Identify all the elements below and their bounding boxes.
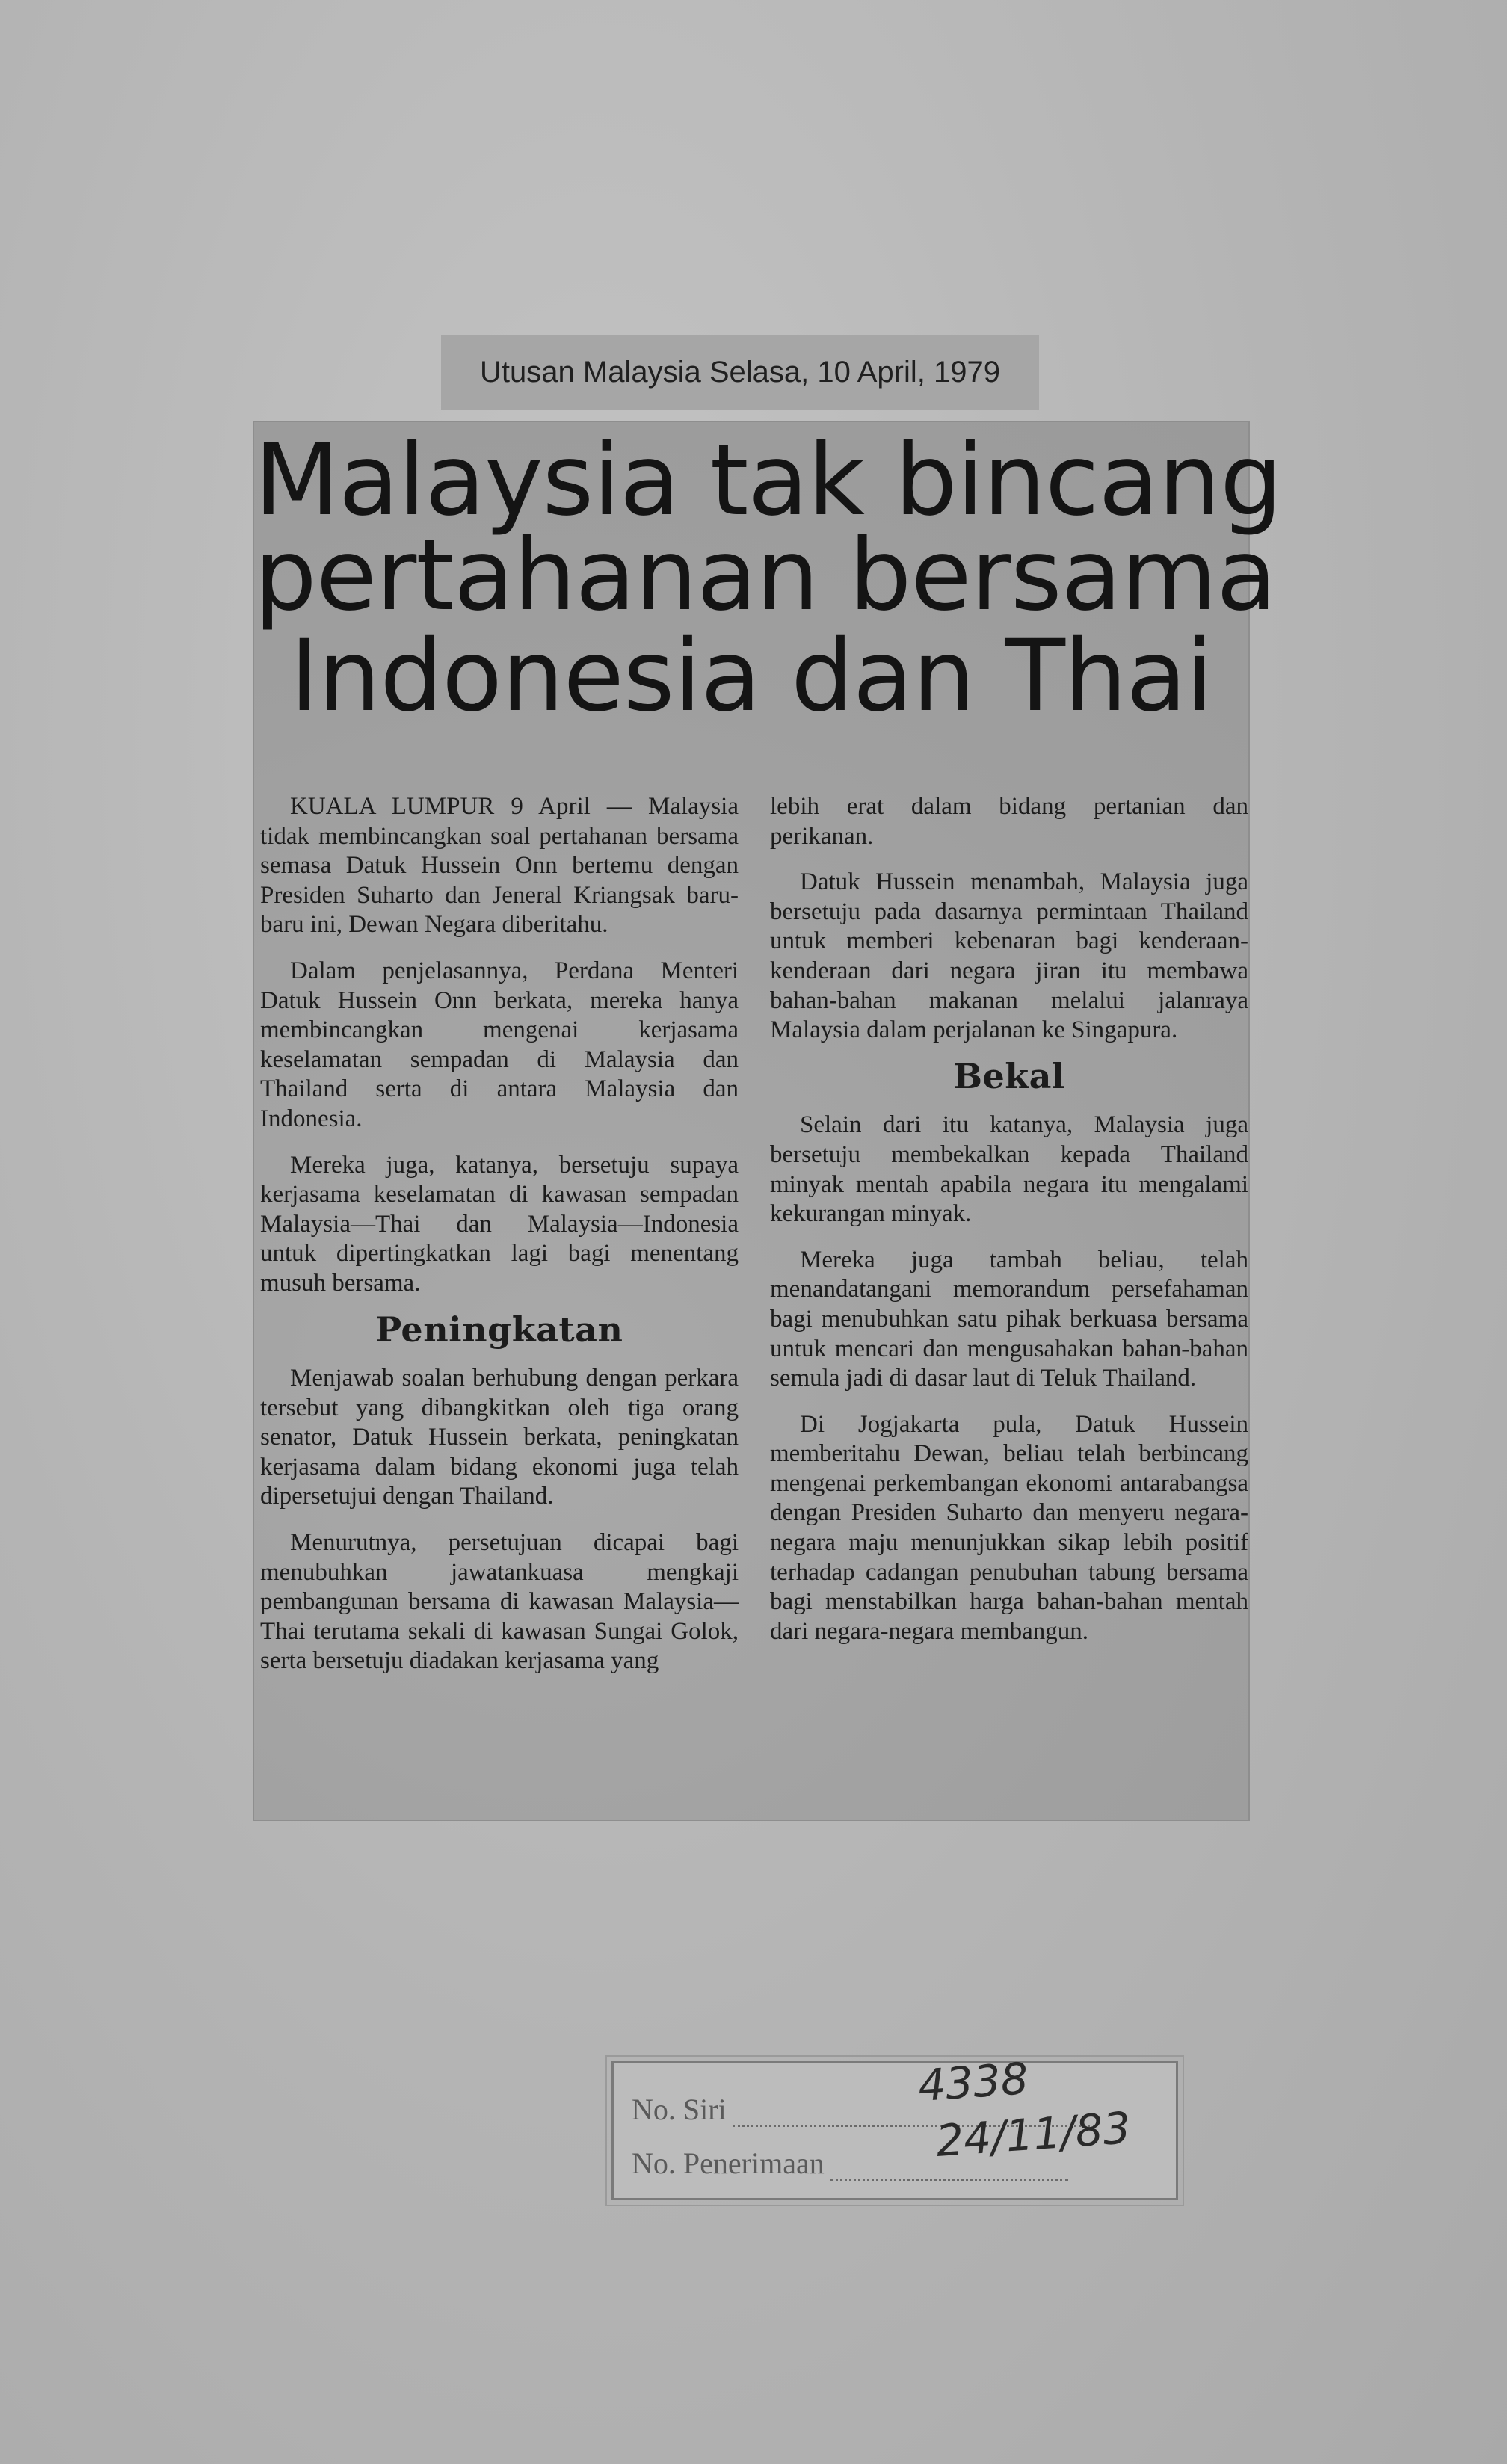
newspaper-clipping <box>254 422 1282 1820</box>
article-subheading: Peningkatan <box>375 1309 623 1350</box>
article-paragraph: Di Jogjakarta pula, Datuk Hussein memberitahu Dewan, beliau telah berbincang mengenai perkembangan ekonomi antarabangsa dengan Presiden Suharto dan menyeru negara-negara maju menunjukkan sikap lebih positif terhadap cadangan penubuhan tabung bersama bagi menstabilkan harga bahan-bahan mentah dari negara-negara membangun. <box>770 1410 1248 1645</box>
penerimaan-label: No. Penerimaan <box>632 2146 825 2180</box>
handwritten-penerimaan-date: 24/11/83 <box>934 2102 1132 2167</box>
article-paragraph: Mereka juga, katanya, bersetuju supaya kerjasama keselamatan di kawasan sempadan Malaysia—Thai dan Malaysia—Indonesia untuk dipertingkatkan lagi bagi menentang musuh bersama. <box>260 1151 739 1297</box>
newspaper-dateline: Utusan Malaysia Selasa, 10 April, 1979 <box>441 335 1039 410</box>
article-paragraph: Dalam penjelasannya, Perdana Menteri Datuk Hussein Onn berkata, mereka hanya membincangkan mengenai kerjasama keselamatan sempadan di Malaysia dan Thailand serta di antara Malaysia dan Indonesia. <box>260 957 739 1132</box>
article-right-column <box>770 792 1248 1663</box>
penerimaan-dotted-line <box>830 2171 1068 2181</box>
article-paragraph: Menjawab soalan berhubung dengan perkara tersebut yang dibangkitkan oleh tiga orang senator, Datuk Hussein berkata, peningkatan kerjasama dalam bidang ekonomi juga telah dipersetujui dengan Thailand. <box>260 1365 739 1510</box>
headline-line-3: Indonesia dan Thai <box>289 619 1213 734</box>
headline-line-1: Malaysia tak bincang <box>254 423 1282 538</box>
article-paragraph: Datuk Hussein menambah, Malaysia juga bersetuju pada dasarnya permintaan Thailand untuk memberi kebenaran bagi kenderaan-kenderaan dari negara jiran itu membawa bahan-bahan makanan melalui jalanraya Malaysia dalam perjalanan ke Singapura. <box>770 868 1248 1044</box>
article-left-column <box>260 792 739 1693</box>
article-subheading: Bekal <box>953 1055 1065 1096</box>
article-paragraph: Selain dari itu katanya, Malaysia juga bersetuju membekalkan kepada Thailand minyak mentah apabila negara itu mengalami kekurangan minyak. <box>770 1111 1248 1228</box>
siri-label: No. Siri <box>632 2093 727 2126</box>
article-paragraph: KUALA LUMPUR 9 April — Malaysia tidak membincangkan soal pertahanan bersama semasa Datuk Hussein Onn bertemu dengan Presiden Suharto dan Jeneral Kriangsak baru-baru ini, Dewan Negara diberitahu. <box>260 793 739 939</box>
handwritten-siri-number: 4338 <box>916 2052 1030 2112</box>
article-paragraph: Menurutnya, persetujuan dicapai bagi menubuhkan jawatankuasa mengkaji pembangunan bersama di kawasan Malaysia—Thai terutama sekali di kawasan Sungai Golok, serta bersetuju diadakan kerjasama yang <box>260 1529 739 1675</box>
article-paragraph: Mereka juga tambah beliau, telah menandatangani memorandum persefahaman bagi menubuhkan satu pihak berkuasa bersama untuk mencari dan mengusahakan bahan-bahan semula jadi di dasar laut di Teluk Thailand. <box>770 1246 1248 1392</box>
article-headline <box>254 422 1282 774</box>
article-paragraph: lebih erat dalam bidang pertanian dan perikanan. <box>770 793 1248 850</box>
headline-line-2: pertahanan bersama <box>254 518 1277 633</box>
